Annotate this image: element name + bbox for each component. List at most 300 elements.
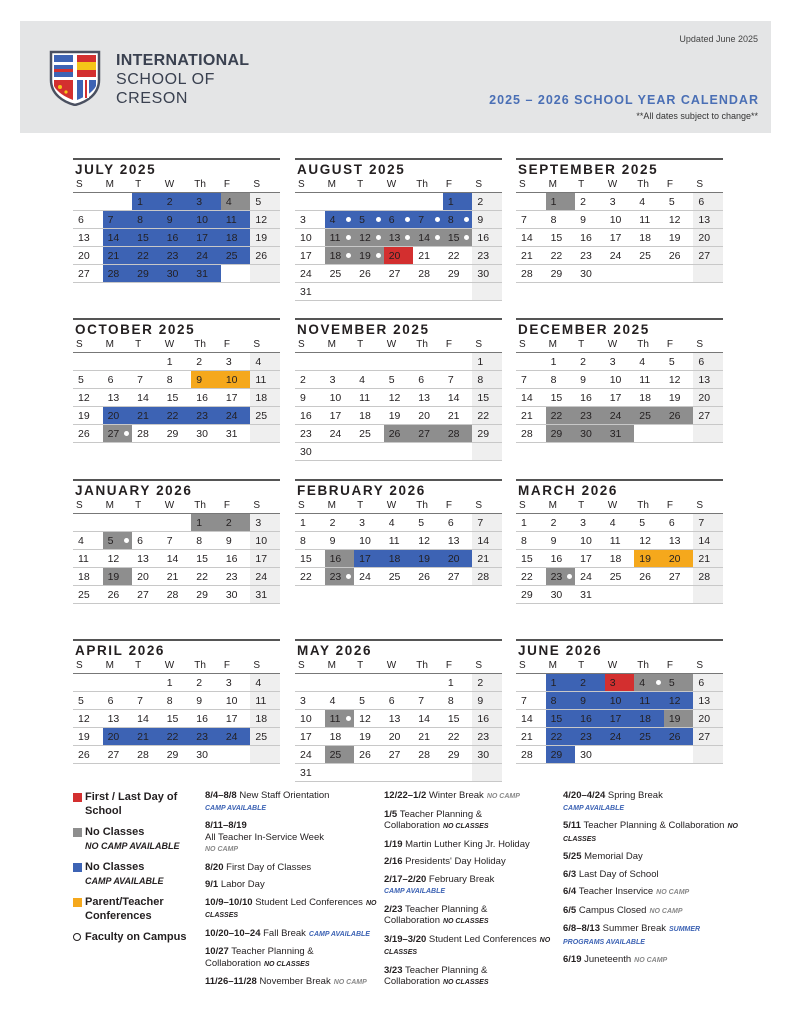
calendar-day: 25	[221, 247, 251, 265]
event-entry	[563, 905, 738, 918]
legend-label: Faculty on Campus	[85, 931, 187, 943]
calendar-day: 28	[516, 265, 546, 283]
month-name: SEPTEMBER 2025	[516, 158, 723, 178]
calendar-day: 18	[73, 568, 103, 586]
calendar-day: 30	[191, 746, 221, 764]
weekday-header: F	[443, 659, 473, 674]
weekday-header: T	[354, 659, 384, 674]
calendar-day: 10	[221, 692, 251, 710]
calendar-day: 24	[221, 407, 251, 425]
calendar-day: 10	[295, 229, 325, 247]
weekday-header: Th	[413, 178, 443, 193]
calendar-day: 22	[443, 247, 473, 265]
calendar-day: 17	[221, 389, 251, 407]
calendar-day: 2	[472, 193, 502, 211]
weekday-header: S	[472, 499, 502, 514]
weekday-header: F	[443, 338, 473, 353]
calendar-day: 21	[103, 247, 133, 265]
calendar-day: 12	[73, 389, 103, 407]
calendar-day: 12	[634, 532, 664, 550]
calendar-day: 26	[413, 568, 443, 586]
event-entry	[563, 923, 738, 948]
weekday-header: T	[575, 178, 605, 193]
calendar-day: 23	[295, 425, 325, 443]
weekday-header: S	[73, 178, 103, 193]
calendar-day: 28	[516, 425, 546, 443]
calendar-day: 27	[693, 407, 723, 425]
calendar-day: 14	[443, 389, 473, 407]
calendar-day: 19	[664, 710, 694, 728]
calendar-day: 6	[132, 532, 162, 550]
calendar-day: 2	[191, 674, 221, 692]
calendar-day: 24	[250, 568, 280, 586]
event-date: 2/16	[384, 856, 403, 867]
event-date: 10/20–10–24	[205, 927, 261, 939]
calendar-day: 10	[250, 532, 280, 550]
calendar-day: 9	[575, 371, 605, 389]
event-entry	[563, 790, 738, 814]
calendar-day: 5	[384, 371, 414, 389]
month-calendar	[295, 639, 502, 782]
month-calendar	[73, 639, 280, 764]
calendar-day: 9	[546, 532, 576, 550]
month-day-grid	[516, 178, 723, 283]
calendar-day: 2	[325, 514, 355, 532]
weekday-header: Th	[191, 499, 221, 514]
empty-day	[384, 193, 414, 211]
month-name: MAY 2026	[295, 639, 502, 659]
weekday-header: T	[575, 499, 605, 514]
event-date: 5/11	[563, 820, 581, 831]
calendar-day: 16	[325, 550, 355, 568]
empty-day	[132, 353, 162, 371]
calendar-day: 20	[103, 728, 133, 746]
calendar-day: 26	[664, 728, 694, 746]
calendar-day: 31	[575, 586, 605, 604]
calendar-day: 24	[295, 265, 325, 283]
event-date: 6/8–8/13	[563, 923, 600, 934]
calendar-day: 23	[221, 568, 251, 586]
event-description: Teacher Planning & Collaboration	[384, 808, 483, 831]
empty-day	[693, 425, 723, 443]
calendar-day: 22	[295, 568, 325, 586]
weekday-header: F	[664, 659, 694, 674]
calendar-day: 28	[132, 425, 162, 443]
calendar-day: 1	[443, 674, 473, 692]
calendar-day: 16	[575, 710, 605, 728]
calendar-day: 15	[191, 550, 221, 568]
calendar-day: 8	[132, 211, 162, 229]
event-entry	[384, 839, 554, 851]
calendar-day: 6	[103, 692, 133, 710]
calendar-day: 15	[162, 389, 192, 407]
empty-day	[250, 265, 280, 283]
legend-item	[73, 930, 198, 944]
calendar-day: 17	[325, 407, 355, 425]
calendar-day: 4	[634, 193, 664, 211]
weekday-header: S	[295, 338, 325, 353]
month-day-grid	[73, 499, 280, 604]
calendar-day: 2	[472, 674, 502, 692]
calendar-day: 2	[221, 514, 251, 532]
weekday-header: M	[546, 499, 576, 514]
calendar-day: 17	[295, 247, 325, 265]
month-name: JULY 2025	[73, 158, 280, 178]
calendar-day: 31	[295, 764, 325, 782]
weekday-header: F	[221, 338, 251, 353]
event-date: 12/22–1/2	[384, 790, 427, 801]
empty-day	[693, 265, 723, 283]
calendar-day: 20	[413, 407, 443, 425]
weekday-header: S	[516, 338, 546, 353]
calendar-day: 12	[73, 710, 103, 728]
calendar-day: 1	[191, 514, 221, 532]
calendar-day: 22	[132, 247, 162, 265]
calendar-day: 21	[132, 407, 162, 425]
calendar-day: 7	[162, 532, 192, 550]
calendar-day: 5	[413, 514, 443, 532]
event-entry	[205, 879, 380, 891]
calendar-day: 25	[605, 568, 635, 586]
calendar-day: 30	[221, 586, 251, 604]
calendar-day: 6	[664, 514, 694, 532]
calendar-day: 30	[546, 586, 576, 604]
calendar-day: 27	[103, 746, 133, 764]
calendar-day: 29	[443, 746, 473, 764]
calendar-day: 26	[73, 746, 103, 764]
calendar-day: 19	[354, 728, 384, 746]
calendar-day: 27	[384, 746, 414, 764]
calendar-day: 27	[413, 425, 443, 443]
calendar-day: 21	[516, 407, 546, 425]
calendar-day: 6	[384, 692, 414, 710]
calendar-day: 14	[413, 710, 443, 728]
events-column-2	[384, 790, 554, 995]
calendar-day: 16	[162, 229, 192, 247]
calendar-day: 3	[221, 674, 251, 692]
weekday-header: S	[693, 499, 723, 514]
weekday-header: Th	[191, 178, 221, 193]
month-day-grid	[295, 499, 502, 586]
calendar-day: 20	[443, 550, 473, 568]
calendar-day: 15	[132, 229, 162, 247]
calendar-day: 23	[472, 247, 502, 265]
weekday-header: M	[325, 499, 355, 514]
calendar-day: 14	[693, 532, 723, 550]
event-tag: NO CLASSES	[442, 979, 489, 986]
calendar-day: 29	[546, 746, 576, 764]
calendar-day: 26	[73, 425, 103, 443]
calendar-day: 7	[132, 371, 162, 389]
event-description: Presidents' Day Holiday	[405, 856, 506, 867]
calendar-day: 18	[250, 710, 280, 728]
calendar-day: 3	[605, 193, 635, 211]
calendar-day: 9	[472, 211, 502, 229]
empty-day	[413, 674, 443, 692]
calendar-day: 23	[191, 407, 221, 425]
calendar-day: 1	[132, 193, 162, 211]
calendar-day: 5	[664, 353, 694, 371]
calendar-day: 25	[250, 728, 280, 746]
weekday-header: M	[103, 659, 133, 674]
weekday-header: W	[605, 338, 635, 353]
event-date: 8/11–8/19	[205, 820, 247, 831]
empty-day	[472, 764, 502, 782]
calendar-day: 25	[250, 407, 280, 425]
calendar-day: 20	[693, 710, 723, 728]
calendar-day: 7	[443, 371, 473, 389]
month-name: APRIL 2026	[73, 639, 280, 659]
month-day-grid	[73, 659, 280, 764]
calendar-day: 10	[605, 692, 635, 710]
calendar-day: 8	[516, 532, 546, 550]
calendar-day: 9	[191, 371, 221, 389]
weekday-header: S	[73, 338, 103, 353]
calendar-day: 14	[132, 389, 162, 407]
month-calendar	[295, 479, 502, 586]
legend-label: First / Last Day of School	[85, 791, 178, 817]
empty-day	[221, 746, 251, 764]
calendar-day: 23	[325, 568, 355, 586]
calendar-day: 24	[221, 728, 251, 746]
weekday-header: F	[664, 338, 694, 353]
calendar-day: 5	[664, 193, 694, 211]
month-day-grid	[295, 178, 502, 301]
calendar-day: 29	[162, 425, 192, 443]
legend-swatch	[73, 793, 82, 802]
empty-day	[443, 353, 473, 371]
calendar-day: 28	[693, 568, 723, 586]
empty-day	[443, 764, 473, 782]
calendar-day: 29	[546, 425, 576, 443]
event-tag: NO CLASSES	[384, 936, 551, 956]
empty-day	[693, 586, 723, 604]
calendar-day: 15	[443, 710, 473, 728]
school-name	[116, 51, 249, 108]
calendar-day: 1	[162, 353, 192, 371]
calendar-day: 15	[546, 710, 576, 728]
empty-day	[413, 193, 443, 211]
weekday-header: S	[73, 659, 103, 674]
event-description: Spring Break	[607, 790, 663, 801]
calendar-day: 17	[354, 550, 384, 568]
calendar-day: 12	[384, 389, 414, 407]
event-description: Fall Break	[263, 927, 306, 939]
calendar-day: 23	[575, 247, 605, 265]
empty-day	[664, 265, 694, 283]
calendar-day: 13	[103, 710, 133, 728]
calendar-day: 6	[693, 674, 723, 692]
calendar-day: 3	[191, 193, 221, 211]
calendar-day: 4	[73, 532, 103, 550]
month-name: AUGUST 2025	[295, 158, 502, 178]
calendar-day: 8	[191, 532, 221, 550]
calendar-title: 2025 – 2026 SCHOOL YEAR CALENDAR	[489, 93, 759, 107]
weekday-header: W	[384, 338, 414, 353]
weekday-header: Th	[191, 338, 221, 353]
calendar-day: 13	[73, 229, 103, 247]
empty-day	[132, 514, 162, 532]
event-description: Juneteenth	[584, 954, 632, 965]
calendar-day: 12	[354, 229, 384, 247]
empty-day	[413, 443, 443, 461]
calendar-day: 8	[443, 692, 473, 710]
calendar-day: 27	[384, 265, 414, 283]
calendar-day: 6	[413, 371, 443, 389]
empty-day	[634, 265, 664, 283]
calendar-day: 19	[664, 229, 694, 247]
calendar-day: 28	[413, 746, 443, 764]
event-description: Last Day of School	[578, 868, 659, 880]
calendar-day: 12	[413, 532, 443, 550]
empty-day	[325, 353, 355, 371]
event-tag: NO CAMP	[634, 957, 668, 964]
calendar-day: 27	[693, 728, 723, 746]
calendar-day: 29	[443, 265, 473, 283]
empty-day	[354, 283, 384, 301]
event-description: First Day of Classes	[226, 861, 312, 873]
calendar-day: 13	[443, 532, 473, 550]
calendar-day: 30	[575, 746, 605, 764]
empty-day	[443, 443, 473, 461]
calendar-day: 26	[664, 247, 694, 265]
calendar-day: 21	[693, 550, 723, 568]
empty-day	[384, 443, 414, 461]
calendar-day: 10	[354, 532, 384, 550]
calendar-day: 11	[605, 532, 635, 550]
month-name: MARCH 2026	[516, 479, 723, 499]
weekday-header: F	[443, 178, 473, 193]
month-calendar	[516, 639, 723, 764]
event-description: Teacher Planning & Collaboration	[384, 964, 488, 987]
legend-item	[73, 790, 198, 818]
calendar-day: 17	[575, 550, 605, 568]
calendar-day: 6	[103, 371, 133, 389]
calendar-day: 8	[546, 692, 576, 710]
calendar-day: 18	[221, 229, 251, 247]
calendar-day: 2	[162, 193, 192, 211]
calendar-day: 26	[354, 265, 384, 283]
calendar-day: 13	[103, 389, 133, 407]
event-entry	[563, 851, 738, 863]
month-day-grid	[73, 338, 280, 443]
calendar-day: 10	[191, 211, 221, 229]
weekday-header: S	[693, 338, 723, 353]
empty-day	[664, 425, 694, 443]
weekday-header: S	[472, 338, 502, 353]
calendar-day: 26	[634, 568, 664, 586]
weekday-header: S	[472, 178, 502, 193]
calendar-day: 29	[132, 265, 162, 283]
calendar-day: 16	[191, 389, 221, 407]
weekday-header: S	[693, 659, 723, 674]
calendar-day: 13	[664, 532, 694, 550]
event-date: 8/4–8/8	[205, 790, 237, 801]
calendar-day: 20	[103, 407, 133, 425]
calendar-day: 8	[443, 211, 473, 229]
legend-swatch	[73, 828, 82, 837]
legend-swatch	[73, 898, 82, 907]
month-day-grid	[516, 338, 723, 443]
calendar-note: **All dates subject to change**	[636, 111, 758, 121]
calendar-day: 8	[546, 371, 576, 389]
calendar-day: 26	[103, 586, 133, 604]
calendar-day: 3	[221, 353, 251, 371]
calendar-day: 24	[605, 407, 635, 425]
event-tag: SUMMER PROGRAMS AVAILABLE	[563, 926, 701, 946]
weekday-header: T	[132, 338, 162, 353]
weekday-header: Th	[634, 499, 664, 514]
event-description: New Staff Orientation	[239, 790, 330, 801]
calendar-day: 14	[413, 229, 443, 247]
calendar-day: 31	[295, 283, 325, 301]
event-entry	[563, 954, 738, 967]
calendar-day: 1	[162, 674, 192, 692]
legend-label: No Classes	[85, 826, 145, 838]
calendar-day: 18	[634, 710, 664, 728]
calendar-day: 24	[575, 568, 605, 586]
event-entry	[205, 820, 380, 856]
weekday-header: W	[384, 659, 414, 674]
calendar-day: 23	[472, 728, 502, 746]
event-entry	[384, 874, 554, 898]
month-calendar	[516, 158, 723, 283]
empty-day	[103, 514, 133, 532]
event-tag: NO CAMP	[649, 907, 683, 915]
event-entry	[563, 886, 738, 899]
calendar-day: 18	[325, 728, 355, 746]
calendar-day: 10	[605, 371, 635, 389]
event-date: 6/3	[563, 868, 577, 880]
calendar-day: 15	[443, 229, 473, 247]
calendar-day: 5	[103, 532, 133, 550]
weekday-header: S	[516, 178, 546, 193]
empty-day	[325, 193, 355, 211]
weekday-header: Th	[413, 499, 443, 514]
calendar-day: 19	[354, 247, 384, 265]
weekday-header: T	[354, 178, 384, 193]
calendar-day: 13	[693, 211, 723, 229]
calendar-day: 21	[516, 247, 546, 265]
calendar-day: 28	[443, 425, 473, 443]
empty-day	[693, 746, 723, 764]
weekday-header: S	[250, 659, 280, 674]
calendar-day: 21	[443, 407, 473, 425]
calendar-day: 2	[546, 514, 576, 532]
month-day-grid	[516, 499, 723, 604]
calendar-day: 9	[325, 532, 355, 550]
calendar-day: 25	[634, 247, 664, 265]
calendar-day: 9	[575, 211, 605, 229]
calendar-day: 19	[103, 568, 133, 586]
calendar-day: 25	[354, 425, 384, 443]
event-entry	[205, 862, 380, 874]
event-description: Labor Day	[220, 879, 265, 890]
month-calendar	[73, 318, 280, 443]
calendar-day: 21	[132, 728, 162, 746]
calendar-day: 12	[103, 550, 133, 568]
calendar-day: 31	[250, 586, 280, 604]
calendar-day: 11	[634, 211, 664, 229]
calendar-day: 1	[546, 353, 576, 371]
calendar-day: 11	[384, 532, 414, 550]
calendar-day: 21	[413, 247, 443, 265]
calendar-day: 4	[325, 692, 355, 710]
calendar-day: 10	[575, 532, 605, 550]
empty-day	[250, 746, 280, 764]
calendar-day: 30	[295, 443, 325, 461]
calendar-day: 31	[605, 425, 635, 443]
